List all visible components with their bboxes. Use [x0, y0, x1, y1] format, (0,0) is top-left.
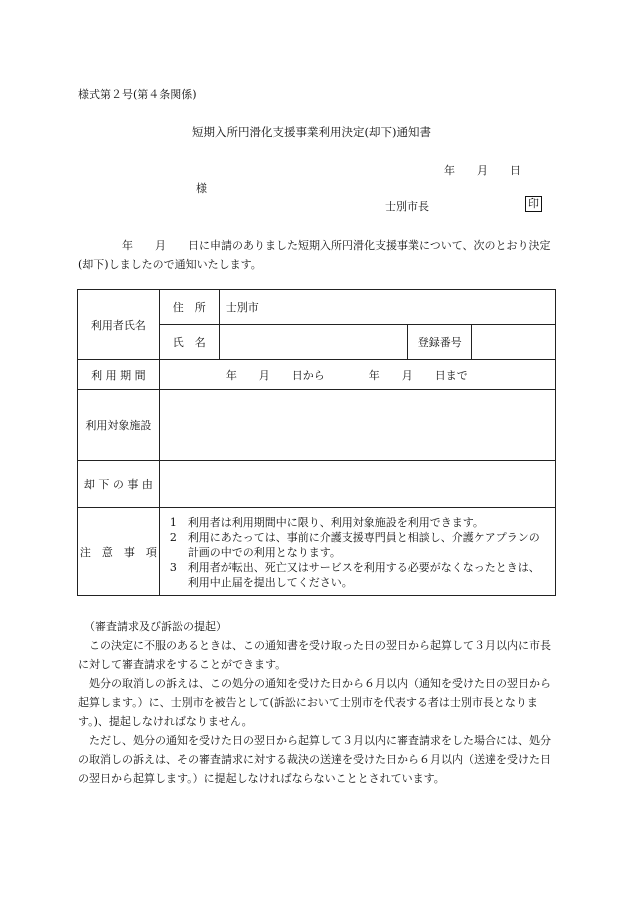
reject-reason-value	[159, 461, 555, 508]
user-name-label: 利用者氏名	[78, 290, 160, 360]
note-item: 1 利用者は利用期間中に限り、利用対象施設を利用できます。	[169, 516, 484, 529]
reg-no-value	[472, 325, 556, 360]
seal-mark	[525, 196, 542, 212]
decision-table	[77, 289, 556, 596]
document-title: 短期入所円滑化支援事業利用決定(却下)通知書	[192, 125, 431, 139]
appeal-paragraph-2: 処分の取消しの訴えは、この処分の通知を受けた日から６月以内（通知を受けた日の翌日から起算します。）に、士別市を被告として(訴訟において士別市を代表する者は士別市長となります。)、提起しなければなりません。	[78, 677, 551, 728]
reg-no-label: 登録番号	[408, 325, 472, 360]
seal-text: 印	[525, 196, 542, 212]
note-item: 2 利用にあたっては、事前に介護支援専門員と相談し、介護ケアプランの計画の中での利用となります。	[169, 531, 540, 559]
facility-row	[78, 390, 556, 461]
address-row	[78, 290, 556, 325]
notes-list	[159, 508, 555, 596]
appeal-paragraph-3: ただし、処分の通知を受けた日の翌日から起算して３月以内に審査請求をした場合には、処分の取消しの訴えは、その審査請求に対する裁決の送達を受けた日から６月以内（送達を受けた日の翌日から起算します。）に提起しなければならないこととされています。	[78, 734, 551, 785]
issuer-name: 士別市長	[385, 200, 429, 213]
reject-reason-label: 却 下 の 事 由	[78, 461, 160, 508]
facility-label: 利用対象施設	[78, 390, 160, 461]
addressee-suffix: 様	[196, 182, 207, 195]
address-label: 住 所	[159, 290, 219, 325]
period-row	[78, 360, 556, 390]
form-number: 様式第２号(第４条関係)	[78, 88, 197, 101]
date-line: 年 月 日	[444, 164, 521, 177]
notes-label: 注 意 事 項	[78, 508, 160, 596]
intro-paragraph: 年 月 日に申請のありました短期入所円滑化支援事業について、次のとおり決定(却下)しましたので通知いたします。	[78, 239, 551, 271]
reject-reason-row	[78, 461, 556, 508]
period-value: 年 月 日から 年 月 日まで	[159, 360, 555, 390]
period-label: 利 用 期 間	[78, 360, 160, 390]
facility-value	[159, 390, 555, 461]
note-item: 3 利用者が転出、死亡又はサービスを利用する必要がなくなったときは、利用中止届を提出してください。	[169, 561, 540, 589]
appeal-heading: （審査請求及び訴訟の提起）	[84, 620, 227, 633]
notes-row	[78, 508, 556, 596]
name-value	[219, 325, 408, 360]
address-value: 士別市	[219, 290, 555, 325]
appeal-paragraph-1: この決定に不服のあるときは、この通知書を受け取った日の翌日から起算して３月以内に市長に対して審査請求をすることができます。	[78, 639, 551, 671]
name-label: 氏 名	[159, 325, 219, 360]
